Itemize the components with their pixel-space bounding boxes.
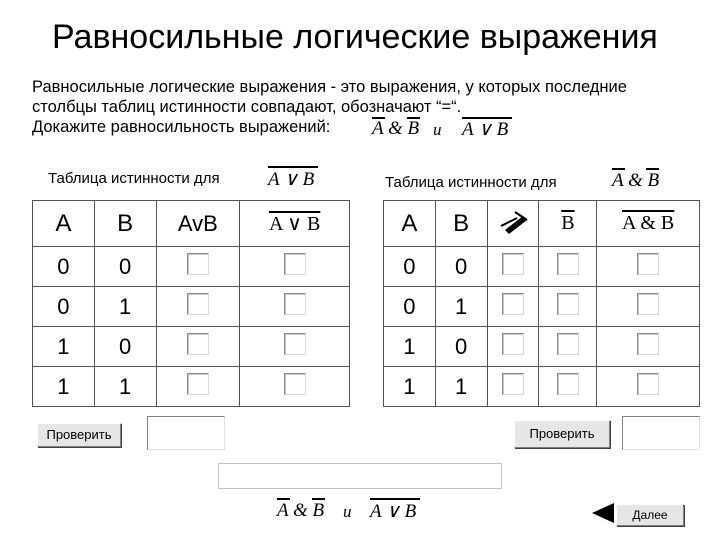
cell-answer <box>240 247 350 287</box>
answer-input[interactable] <box>557 333 579 355</box>
cell-a: 0 <box>33 247 95 287</box>
answer-input[interactable] <box>284 373 306 395</box>
cell-a: 1 <box>33 327 95 367</box>
cell-answer <box>240 367 350 407</box>
cell-a: 1 <box>33 367 95 407</box>
cell-answer <box>240 287 350 327</box>
header-formula: $\overline{B}$ <box>561 212 575 234</box>
answer-input[interactable] <box>187 253 209 275</box>
cell-answer <box>597 247 700 287</box>
cell-answer <box>539 287 597 327</box>
negation-bar <box>312 498 325 500</box>
description-line-3 <box>32 117 627 137</box>
left-table-caption: Таблица истинности для <box>48 170 220 187</box>
cell-answer <box>597 327 700 367</box>
cell-a: 0 <box>384 247 436 287</box>
conjunction-word: и <box>433 120 442 139</box>
cell-b: 1 <box>435 367 487 407</box>
header-a: A <box>33 201 95 247</box>
header-a: A <box>384 201 436 247</box>
bottom-conjunction: и <box>343 502 352 521</box>
header-formula: A & B <box>622 212 675 234</box>
expression-or: A ∨ B <box>462 119 509 140</box>
negation-bar <box>407 117 420 119</box>
cell-b: 1 <box>94 367 156 407</box>
answer-input[interactable] <box>637 373 659 395</box>
header-b: B <box>94 201 156 247</box>
header-not-a-or-b <box>240 201 350 247</box>
header-not-b <box>539 201 597 247</box>
table-header-row <box>33 201 350 247</box>
negation-bar <box>268 166 318 168</box>
header-a-or-b: AvB <box>156 201 240 247</box>
back-arrow-icon[interactable] <box>590 502 616 524</box>
answer-field[interactable] <box>218 463 502 489</box>
cell-answer <box>156 327 240 367</box>
negation-bar <box>462 117 512 119</box>
description-prompt: Докажите равносильность выражений: <box>32 118 331 136</box>
left-result-field[interactable] <box>147 416 225 450</box>
answer-input[interactable] <box>502 373 524 395</box>
cell-answer <box>539 247 597 287</box>
cell-answer <box>539 367 597 407</box>
cell-a: 1 <box>384 367 436 407</box>
cell-b: 0 <box>94 327 156 367</box>
answer-input[interactable] <box>637 293 659 315</box>
table-row <box>33 327 350 367</box>
bottom-expression-and: A & B <box>277 500 325 521</box>
answer-input[interactable] <box>187 373 209 395</box>
cell-answer <box>487 287 539 327</box>
check-left-button[interactable]: Проверить <box>37 423 121 447</box>
table-row <box>33 247 350 287</box>
cell-answer <box>487 367 539 407</box>
answer-input[interactable] <box>284 253 306 275</box>
cell-a: 0 <box>33 287 95 327</box>
answer-input[interactable] <box>637 253 659 275</box>
table-row <box>384 327 700 367</box>
next-button[interactable]: Далее <box>616 504 684 526</box>
header-b: B <box>435 201 487 247</box>
cell-b: 1 <box>94 287 156 327</box>
answer-input[interactable] <box>502 333 524 355</box>
cell-answer <box>156 367 240 407</box>
description-line-2: столбцы таблиц истинности совпадают, обозначают “=“. <box>32 98 462 116</box>
answer-input[interactable] <box>502 293 524 315</box>
header-not-a-and-not-b <box>597 201 700 247</box>
header-not-a <box>487 201 539 247</box>
expression-and: A & B <box>372 118 420 139</box>
answer-input[interactable] <box>502 253 524 275</box>
answer-input[interactable] <box>284 333 306 355</box>
negation-bar <box>612 168 625 170</box>
cell-answer <box>539 327 597 367</box>
cell-answer <box>597 287 700 327</box>
answer-input[interactable] <box>557 293 579 315</box>
cell-answer <box>240 327 350 367</box>
header-formula: A ∨ B <box>268 213 321 235</box>
right-table-caption: Таблица истинности для <box>385 174 557 191</box>
table-row <box>33 287 350 327</box>
right-truth-table <box>383 200 700 407</box>
left-caption-formula: A ∨ B <box>268 169 315 190</box>
description-line-1: Равносильные логические выражения - это выражения, у которых последние <box>32 78 627 96</box>
cell-answer <box>156 287 240 327</box>
table-row <box>384 367 700 407</box>
table-row <box>33 367 350 407</box>
pencil-cursor-icon <box>493 204 533 238</box>
left-truth-table <box>32 200 350 407</box>
negation-bar <box>277 498 290 500</box>
cell-answer <box>487 327 539 367</box>
negation-bar <box>646 168 659 170</box>
cell-answer <box>487 247 539 287</box>
table-row <box>384 287 700 327</box>
right-result-field[interactable] <box>622 416 700 450</box>
cell-b: 1 <box>435 287 487 327</box>
right-caption-formula: A & B <box>612 170 660 191</box>
answer-input[interactable] <box>557 373 579 395</box>
table-row <box>384 247 700 287</box>
answer-input[interactable] <box>187 293 209 315</box>
table-header-row <box>384 201 700 247</box>
negation-bar <box>372 117 385 119</box>
cell-a: 1 <box>384 327 436 367</box>
answer-input[interactable] <box>637 333 659 355</box>
answer-input[interactable] <box>187 333 209 355</box>
bottom-expression-or: A ∨ B <box>370 501 417 522</box>
cell-b: 0 <box>435 327 487 367</box>
cell-a: 0 <box>384 287 436 327</box>
negation-bar <box>370 498 420 500</box>
description <box>32 77 627 137</box>
cell-b: 0 <box>94 247 156 287</box>
cell-answer <box>597 367 700 407</box>
cell-answer <box>156 247 240 287</box>
check-right-button[interactable]: Проверить <box>514 420 610 448</box>
answer-input[interactable] <box>284 293 306 315</box>
answer-input[interactable] <box>557 253 579 275</box>
page-title: Равносильные логические выражения <box>52 18 658 56</box>
cell-b: 0 <box>435 247 487 287</box>
